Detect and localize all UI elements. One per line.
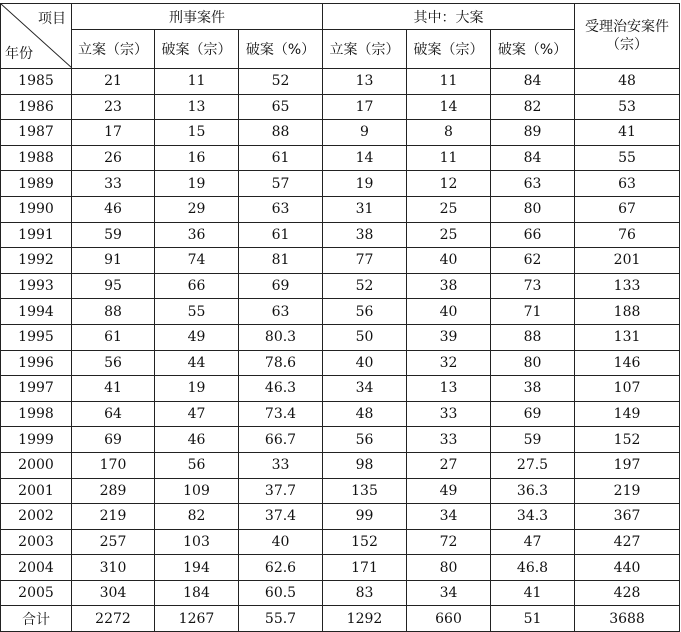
major-filed-cell: 171 — [323, 555, 407, 581]
major-filed-cell: 83 — [323, 580, 407, 606]
table-row — [1, 120, 680, 146]
major-solved-cell: 34 — [407, 504, 491, 530]
major-rate-cell: 84 — [491, 145, 575, 171]
criminal-rate-cell: 57 — [239, 171, 323, 197]
criminal-rate-cell: 66.7 — [239, 427, 323, 453]
table-row — [1, 94, 680, 120]
criminal-solved-header: 破案（宗） — [155, 30, 239, 69]
criminal-solved-cell: 56 — [155, 452, 239, 478]
security-cases-cell: 53 — [575, 94, 680, 120]
major-rate-cell: 36.3 — [491, 478, 575, 504]
criminal-solved-cell: 109 — [155, 478, 239, 504]
table-header — [1, 4, 680, 69]
major-solved-header: 破案（宗） — [407, 30, 491, 69]
criminal-cases-header: 刑事案件 — [72, 4, 323, 30]
table-row — [1, 580, 680, 606]
security-cases-cell: 48 — [575, 69, 680, 95]
criminal-filed-cell: 91 — [72, 248, 155, 274]
table-row — [1, 299, 680, 325]
security-cases-cell: 146 — [575, 350, 680, 376]
major-rate-cell: 51 — [491, 606, 575, 632]
criminal-solved-cell: 36 — [155, 222, 239, 248]
criminal-solved-cell: 103 — [155, 529, 239, 555]
criminal-rate-cell: 69 — [239, 273, 323, 299]
major-solved-cell: 25 — [407, 196, 491, 222]
year-cell: 2000 — [1, 452, 72, 478]
security-cases-cell: 3688 — [575, 606, 680, 632]
major-filed-cell: 50 — [323, 324, 407, 350]
table-row — [1, 401, 680, 427]
major-solved-cell: 33 — [407, 401, 491, 427]
major-rate-cell: 80 — [491, 350, 575, 376]
major-rate-cell: 84 — [491, 69, 575, 95]
year-cell: 1994 — [1, 299, 72, 325]
criminal-rate-cell: 62.6 — [239, 555, 323, 581]
criminal-filed-cell: 310 — [72, 555, 155, 581]
major-solved-cell: 8 — [407, 120, 491, 146]
criminal-rate-cell: 78.6 — [239, 350, 323, 376]
criminal-filed-cell: 88 — [72, 299, 155, 325]
criminal-filed-header: 立案（宗） — [72, 30, 155, 69]
major-rate-cell: 80 — [491, 196, 575, 222]
table-body — [1, 69, 680, 632]
criminal-solved-cell: 49 — [155, 324, 239, 350]
criminal-rate-cell: 37.4 — [239, 504, 323, 530]
major-rate-cell: 82 — [491, 94, 575, 120]
major-filed-cell: 98 — [323, 452, 407, 478]
major-rate-cell: 34.3 — [491, 504, 575, 530]
table-row — [1, 324, 680, 350]
table-row — [1, 529, 680, 555]
criminal-solved-cell: 19 — [155, 376, 239, 402]
criminal-rate-cell: 33 — [239, 452, 323, 478]
major-solved-cell: 38 — [407, 273, 491, 299]
criminal-filed-cell: 23 — [72, 94, 155, 120]
criminal-solved-cell: 19 — [155, 171, 239, 197]
table-row — [1, 555, 680, 581]
criminal-rate-cell: 40 — [239, 529, 323, 555]
criminal-filed-cell: 56 — [72, 350, 155, 376]
year-cell: 1990 — [1, 196, 72, 222]
major-rate-cell: 41 — [491, 580, 575, 606]
criminal-solved-cell: 13 — [155, 94, 239, 120]
year-cell: 1996 — [1, 350, 72, 376]
year-cell: 合计 — [1, 606, 72, 632]
major-rate-cell: 63 — [491, 171, 575, 197]
major-solved-cell: 13 — [407, 376, 491, 402]
major-filed-cell: 56 — [323, 299, 407, 325]
corner-item-label: 项目 — [38, 11, 66, 27]
major-rate-cell: 62 — [491, 248, 575, 274]
security-cases-cell: 76 — [575, 222, 680, 248]
major-solved-cell: 660 — [407, 606, 491, 632]
table-row — [1, 196, 680, 222]
criminal-rate-cell: 65 — [239, 94, 323, 120]
year-cell: 1988 — [1, 145, 72, 171]
major-rate-cell: 38 — [491, 376, 575, 402]
table-row — [1, 69, 680, 95]
major-rate-cell: 27.5 — [491, 452, 575, 478]
criminal-rate-cell: 55.7 — [239, 606, 323, 632]
security-cases-cell: 428 — [575, 580, 680, 606]
criminal-rate-cell: 80.3 — [239, 324, 323, 350]
criminal-solved-cell: 16 — [155, 145, 239, 171]
security-header-line2: （宗） — [606, 37, 649, 53]
table-row — [1, 350, 680, 376]
year-cell: 1999 — [1, 427, 72, 453]
major-solved-cell: 72 — [407, 529, 491, 555]
criminal-filed-cell: 21 — [72, 69, 155, 95]
criminal-filed-cell: 257 — [72, 529, 155, 555]
table-row — [1, 273, 680, 299]
table-row — [1, 504, 680, 530]
major-filed-cell: 99 — [323, 504, 407, 530]
security-cases-cell: 41 — [575, 120, 680, 146]
criminal-filed-cell: 17 — [72, 120, 155, 146]
security-cases-cell: 131 — [575, 324, 680, 350]
security-cases-cell: 219 — [575, 478, 680, 504]
table-row — [1, 376, 680, 402]
criminal-solved-cell: 11 — [155, 69, 239, 95]
major-rate-cell: 89 — [491, 120, 575, 146]
major-filed-cell: 135 — [323, 478, 407, 504]
criminal-filed-cell: 69 — [72, 427, 155, 453]
criminal-filed-cell: 289 — [72, 478, 155, 504]
criminal-rate-cell: 63 — [239, 196, 323, 222]
security-cases-header — [575, 4, 680, 69]
major-rate-cell: 88 — [491, 324, 575, 350]
criminal-filed-cell: 41 — [72, 376, 155, 402]
security-cases-cell: 427 — [575, 529, 680, 555]
criminal-rate-cell: 46.3 — [239, 376, 323, 402]
major-solved-cell: 39 — [407, 324, 491, 350]
year-cell: 2004 — [1, 555, 72, 581]
criminal-rate-cell: 61 — [239, 145, 323, 171]
security-cases-cell: 63 — [575, 171, 680, 197]
major-solved-cell: 12 — [407, 171, 491, 197]
year-cell: 1997 — [1, 376, 72, 402]
year-cell: 1985 — [1, 69, 72, 95]
major-filed-cell: 48 — [323, 401, 407, 427]
security-cases-cell: 188 — [575, 299, 680, 325]
criminal-solved-cell: 44 — [155, 350, 239, 376]
major-filed-cell: 1292 — [323, 606, 407, 632]
major-filed-cell: 13 — [323, 69, 407, 95]
major-filed-cell: 9 — [323, 120, 407, 146]
security-cases-cell: 197 — [575, 452, 680, 478]
security-cases-cell: 367 — [575, 504, 680, 530]
major-filed-cell: 152 — [323, 529, 407, 555]
security-cases-cell: 107 — [575, 376, 680, 402]
criminal-rate-cell: 88 — [239, 120, 323, 146]
criminal-solved-cell: 15 — [155, 120, 239, 146]
major-rate-cell: 47 — [491, 529, 575, 555]
criminal-filed-cell: 304 — [72, 580, 155, 606]
criminal-solved-cell: 46 — [155, 427, 239, 453]
major-solved-cell: 33 — [407, 427, 491, 453]
corner-header-cell — [1, 4, 72, 69]
criminal-filed-cell: 46 — [72, 196, 155, 222]
major-rate-cell: 66 — [491, 222, 575, 248]
criminal-filed-cell: 26 — [72, 145, 155, 171]
major-filed-cell: 19 — [323, 171, 407, 197]
major-rate-cell: 71 — [491, 299, 575, 325]
major-rate-cell: 69 — [491, 401, 575, 427]
criminal-rate-header: 破案（%） — [239, 30, 323, 69]
criminal-solved-cell: 66 — [155, 273, 239, 299]
major-solved-cell: 40 — [407, 248, 491, 274]
security-cases-cell: 201 — [575, 248, 680, 274]
major-solved-cell: 14 — [407, 94, 491, 120]
criminal-filed-cell: 95 — [72, 273, 155, 299]
criminal-filed-cell: 59 — [72, 222, 155, 248]
security-cases-cell: 55 — [575, 145, 680, 171]
major-solved-cell: 32 — [407, 350, 491, 376]
year-cell: 1989 — [1, 171, 72, 197]
major-rate-cell: 73 — [491, 273, 575, 299]
criminal-filed-cell: 64 — [72, 401, 155, 427]
criminal-solved-cell: 1267 — [155, 606, 239, 632]
table-row — [1, 427, 680, 453]
major-filed-cell: 38 — [323, 222, 407, 248]
year-cell: 1998 — [1, 401, 72, 427]
table-row — [1, 222, 680, 248]
year-cell: 1992 — [1, 248, 72, 274]
major-rate-header: 破案（%） — [491, 30, 575, 69]
criminal-rate-cell: 73.4 — [239, 401, 323, 427]
criminal-rate-cell: 37.7 — [239, 478, 323, 504]
major-cases-header: 其中：大案 — [323, 4, 575, 30]
year-cell: 1991 — [1, 222, 72, 248]
year-cell: 1987 — [1, 120, 72, 146]
table-row — [1, 452, 680, 478]
year-cell: 1986 — [1, 94, 72, 120]
criminal-solved-cell: 82 — [155, 504, 239, 530]
major-rate-cell: 59 — [491, 427, 575, 453]
criminal-solved-cell: 184 — [155, 580, 239, 606]
year-cell: 2005 — [1, 580, 72, 606]
criminal-rate-cell: 61 — [239, 222, 323, 248]
security-cases-cell: 440 — [575, 555, 680, 581]
criminal-solved-cell: 74 — [155, 248, 239, 274]
security-cases-cell: 67 — [575, 196, 680, 222]
criminal-filed-cell: 2272 — [72, 606, 155, 632]
major-solved-cell: 49 — [407, 478, 491, 504]
criminal-rate-cell: 60.5 — [239, 580, 323, 606]
table-row — [1, 145, 680, 171]
security-cases-cell: 149 — [575, 401, 680, 427]
major-solved-cell: 80 — [407, 555, 491, 581]
criminal-solved-cell: 29 — [155, 196, 239, 222]
year-cell: 2003 — [1, 529, 72, 555]
crime-statistics-table — [0, 3, 680, 632]
year-cell: 1993 — [1, 273, 72, 299]
major-filed-cell: 14 — [323, 145, 407, 171]
major-solved-cell: 27 — [407, 452, 491, 478]
security-header-line1: 受理治安案件 — [585, 19, 670, 35]
year-cell: 2001 — [1, 478, 72, 504]
table-row — [1, 478, 680, 504]
year-cell: 2002 — [1, 504, 72, 530]
criminal-filed-cell: 219 — [72, 504, 155, 530]
criminal-solved-cell: 55 — [155, 299, 239, 325]
major-solved-cell: 25 — [407, 222, 491, 248]
major-filed-header: 立案（宗） — [323, 30, 407, 69]
header-group-row — [1, 4, 680, 30]
table-row — [1, 171, 680, 197]
criminal-filed-cell: 33 — [72, 171, 155, 197]
criminal-filed-cell: 61 — [72, 324, 155, 350]
table-container — [0, 3, 680, 632]
major-rate-cell: 46.8 — [491, 555, 575, 581]
security-cases-cell: 152 — [575, 427, 680, 453]
major-solved-cell: 11 — [407, 145, 491, 171]
criminal-rate-cell: 52 — [239, 69, 323, 95]
major-filed-cell: 52 — [323, 273, 407, 299]
security-cases-cell: 133 — [575, 273, 680, 299]
major-solved-cell: 40 — [407, 299, 491, 325]
corner-year-label: 年份 — [5, 46, 33, 62]
table-row — [1, 248, 680, 274]
criminal-rate-cell: 81 — [239, 248, 323, 274]
major-filed-cell: 77 — [323, 248, 407, 274]
year-cell: 1995 — [1, 324, 72, 350]
major-filed-cell: 17 — [323, 94, 407, 120]
criminal-filed-cell: 170 — [72, 452, 155, 478]
major-filed-cell: 40 — [323, 350, 407, 376]
criminal-solved-cell: 47 — [155, 401, 239, 427]
criminal-solved-cell: 194 — [155, 555, 239, 581]
major-solved-cell: 11 — [407, 69, 491, 95]
major-filed-cell: 31 — [323, 196, 407, 222]
table-row — [1, 606, 680, 632]
major-filed-cell: 34 — [323, 376, 407, 402]
major-solved-cell: 34 — [407, 580, 491, 606]
criminal-rate-cell: 63 — [239, 299, 323, 325]
major-filed-cell: 56 — [323, 427, 407, 453]
